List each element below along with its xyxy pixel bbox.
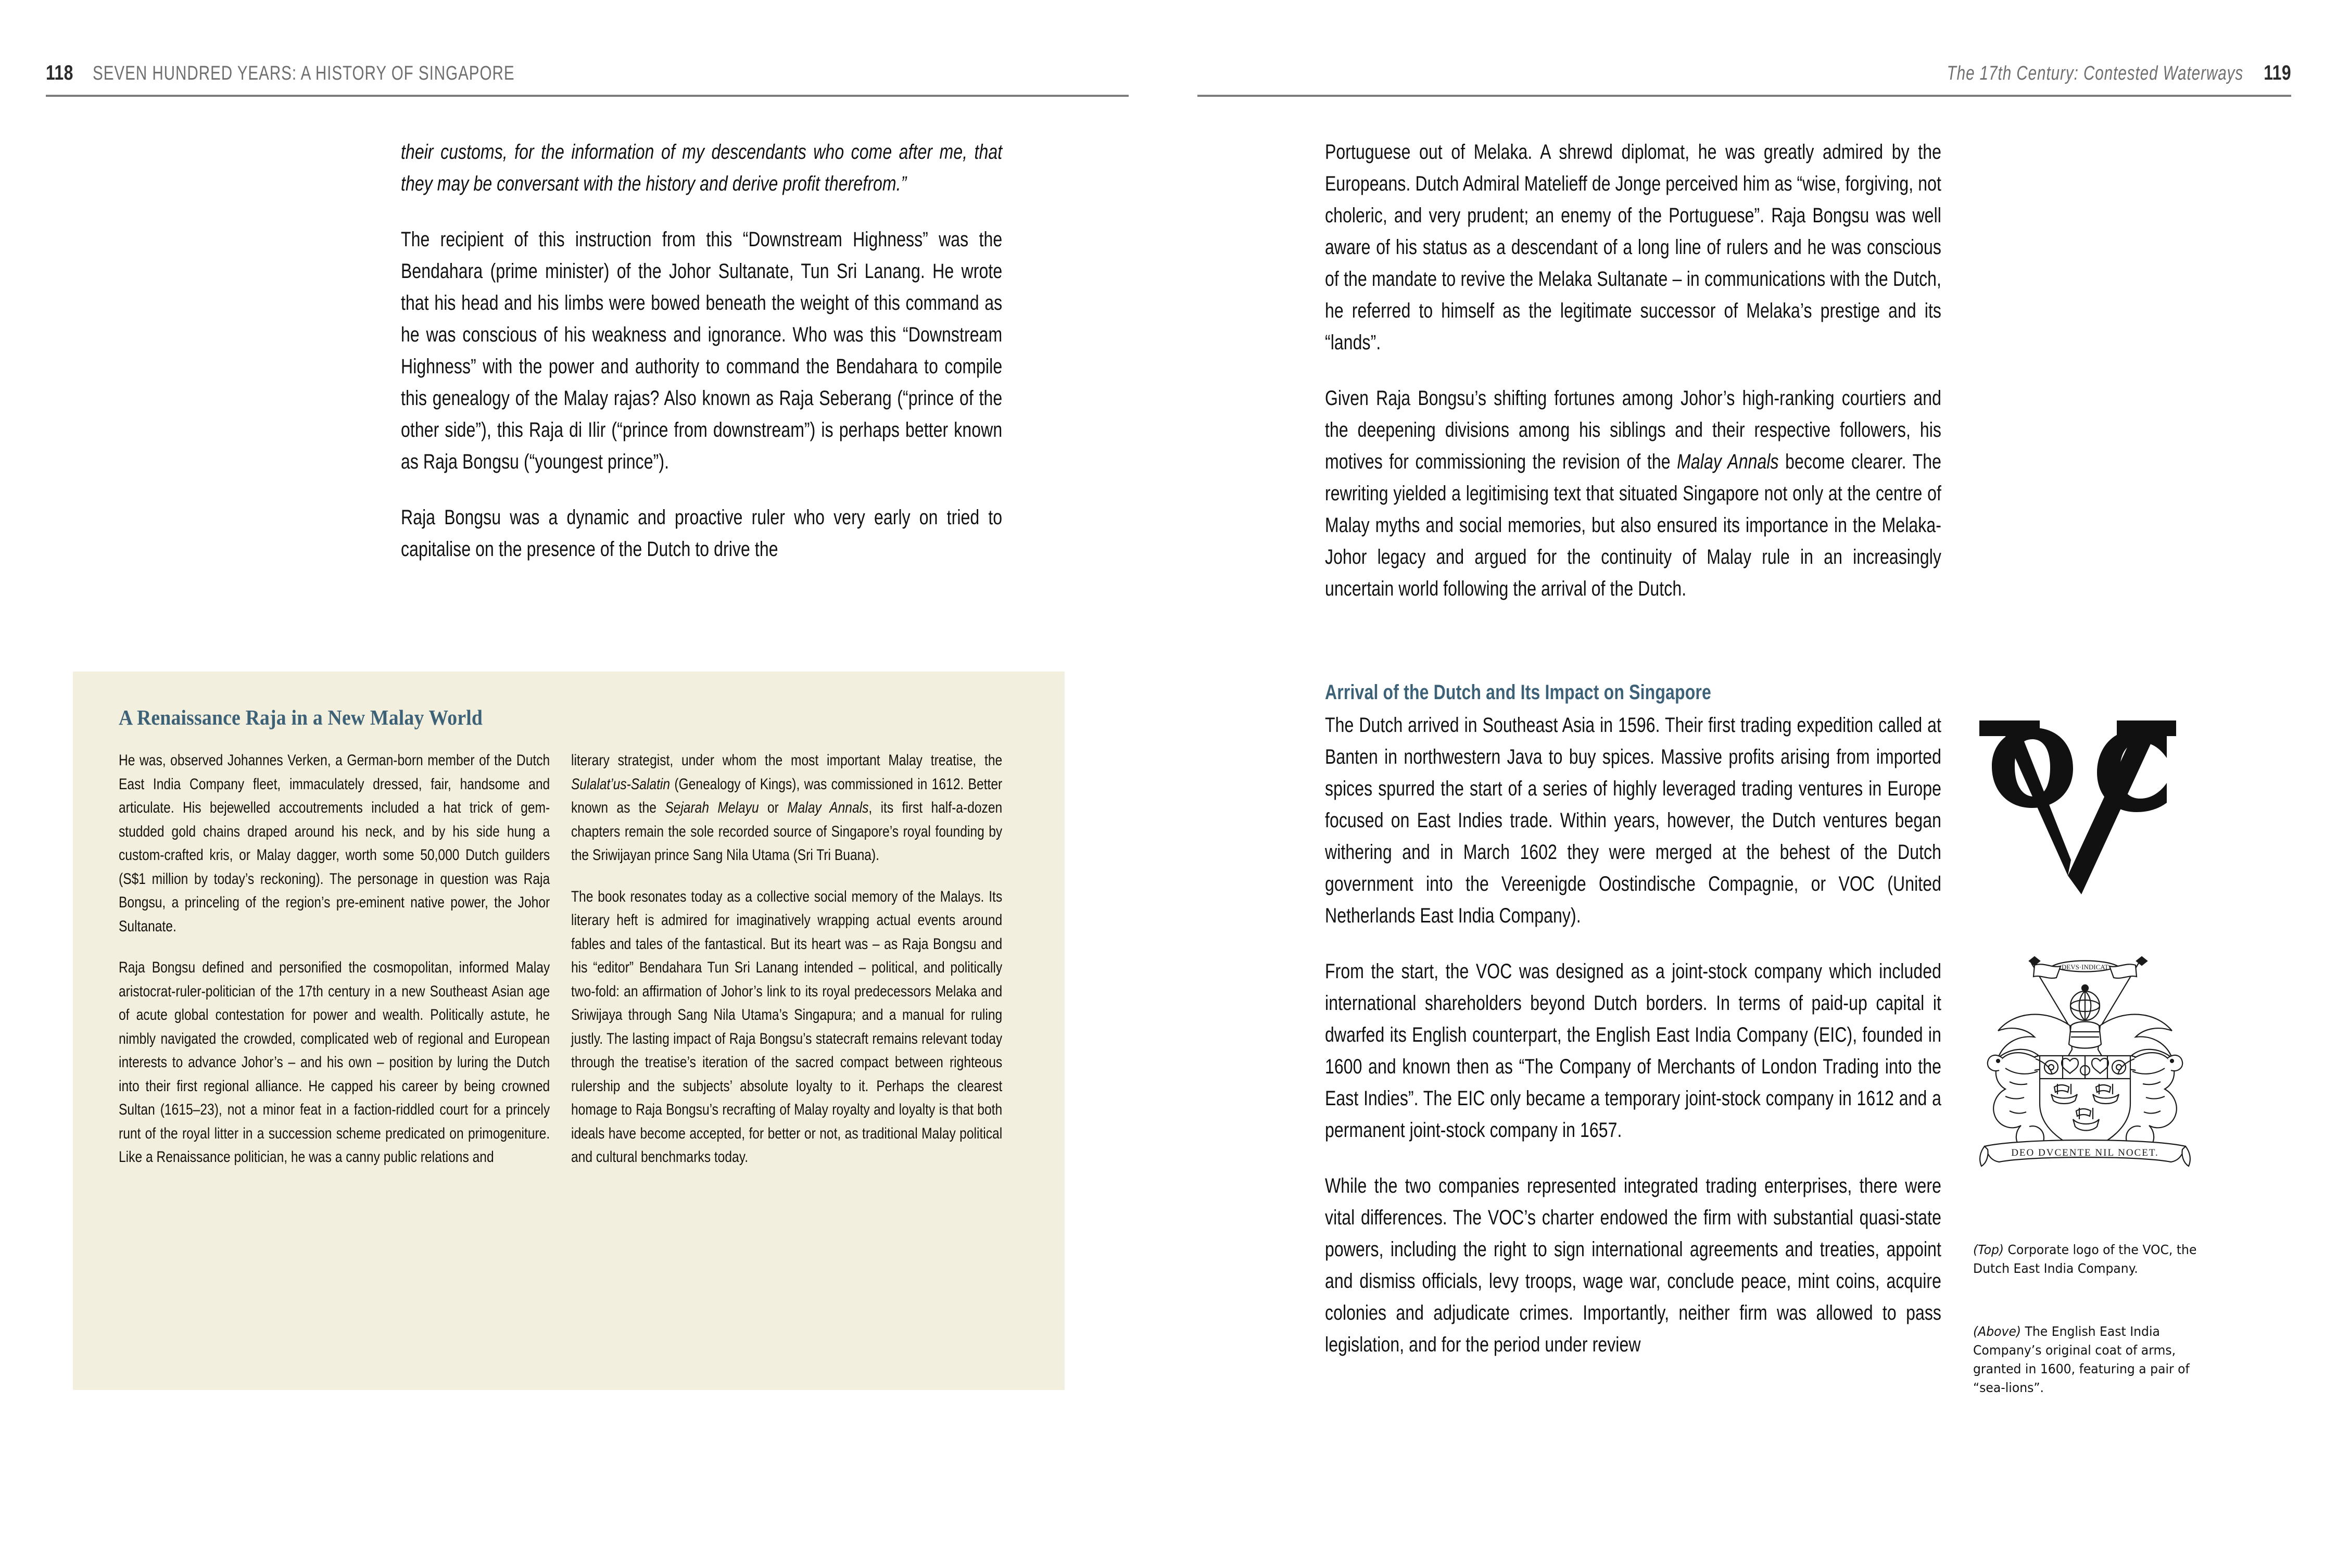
feature-paragraph: He was, observed Johannes Verken, a German-born member of the Dutch East India Company fleet, immaculately dressed, fair, handsome and articulate. His bejewelled accoutrements included a hat trick of gem-studded gold chains draped around his neck, and by his side hung a custom-crafted kris, or Malay dagger, worth some 50,000 Dutch guilders (S$1 million by today’s reckoning). The personage in question was Raja Bongsu, a princeling of the region’s pre-eminent native power, the Johor Sultanate. bbox=[119, 752, 550, 935]
title-malay-annals: Malay Annals bbox=[1677, 450, 1779, 473]
body-paragraph: The recipient of this instruction from this “Downstream Highness” was the Bendahara (prime minister) of the Johor Sultanate, Tun Sri Lanang. He wrote that his head and his limbs were bowed beneath the weight of this command as he was conscious of his weakness and ignorance. Who was this “Downstream Highness” with the power and authority to command the Bendahara to compile this genealogy of the Malay rajas? Also known as Raja Seberang (“prince of the other side”), this Raja di Ilir (“prince from downstream”) is perhaps better known as Raja Bongsu (“youngest prince”). bbox=[401, 228, 1003, 473]
caption-eic-arms bbox=[1973, 1322, 2218, 1397]
header-rule-right bbox=[1197, 95, 2291, 97]
right-page-text-column-lower bbox=[1325, 678, 1941, 1361]
caption-text-top: Corporate logo of the VOC, the Dutch East India Company. bbox=[1973, 1242, 2197, 1276]
feature-paragraph: literary strategist, under whom the most important Malay treatise, the Sulalat’us-Salatin (Genealogy of Kings), was commissioned in 1612. Better known as the Sejarah Melayu or Malay Annals, its first half-a-dozen chapters remain the sole recorded source of Singapore’s royal founding by the Sriwijayan prince Sang Nila Utama (Sri Tri Buana). bbox=[571, 752, 1003, 864]
header-rule-left bbox=[46, 95, 1129, 97]
running-title-right: The 17th Century: Contested Waterways bbox=[1947, 62, 2243, 84]
body-paragraph: Given Raja Bongsu’s shifting fortunes among Johor’s high-ranking courtiers and the deepening divisions among his siblings and their respective followers, his motives for commissioning the revision of the Malay Annals become clearer. The rewriting yielded a legitimising text that situated Singapore not only at the centre of Malay myths and social memories, but also ensured its importance in the Melaka-Johor legacy and argued for the continuity of Malay rule in an increasingly uncertain world following the arrival of the Dutch. bbox=[1325, 387, 1941, 600]
feature-box-title: A Renaissance Raja in a New Malay World bbox=[119, 705, 483, 729]
feature-paragraph: Raja Bongsu defined and personified the cosmopolitan, informed Malay aristocrat-ruler-politician of the 17th century in a new Southeast Asian age of acute global contestation for power and wealth. Politically astute, he nimbly navigated the crowded, complicated web of regional and European interests to advance Johor’s – and his own – position by luring the Dutch into their first regional alliance. He capped his career by being crowned Sultan (1615–23), not a minor feat in a faction-riddled court for a princely runt of the royal litter in a succession scheme predicated on primogeniture. Like a Renaissance politician, he was a canny public relations and bbox=[119, 959, 550, 1166]
caption-label-above: (Above) bbox=[1973, 1324, 2022, 1339]
title-sejarah-melayu: Sejarah Melayu bbox=[665, 799, 759, 816]
running-head-right bbox=[1863, 61, 2291, 94]
eic-coat-of-arms-figure bbox=[1973, 947, 2197, 1171]
folio-right: 119 bbox=[2264, 61, 2291, 84]
caption-text-above: The English East India Company’s original coat of arms, granted in 1600, featuring a pair of “sea-lions”. bbox=[1973, 1324, 2190, 1395]
motto-bottom-text: DEO DVCENTE NIL NOCET. bbox=[2011, 1147, 2159, 1158]
feature-box-column-right bbox=[571, 749, 1002, 1169]
voc-logo-figure bbox=[1961, 704, 2205, 922]
body-paragraph: Raja Bongsu was a dynamic and proactive ruler who very early on tried to capitalise on the presence of the Dutch to drive the bbox=[401, 506, 1003, 561]
eic-coat-of-arms-icon bbox=[1973, 947, 2197, 1171]
caption-voc-logo bbox=[1973, 1241, 2218, 1278]
body-paragraph: Portuguese out of Melaka. A shrewd diplomat, he was greatly admired by the Europeans. Dutch Admiral Matelieff de Jonge perceived him as “wise, forgiving, not choleric, and very prudent; an enemy of the Portuguese”. Raja Bongsu was well aware of his status as a descendant of a long line of rulers and he was conscious of the mandate to revive the Melaka Sultanate – in communications with the Dutch, he referred to himself as the legitimate successor of Melaka’s prestige and its “lands”. bbox=[1325, 141, 1941, 354]
motto-top-text: DEVS·INDICAT bbox=[2061, 963, 2109, 971]
feature-box-column-left bbox=[119, 749, 550, 1169]
left-page-text-column bbox=[401, 136, 1002, 565]
running-head-left bbox=[46, 61, 634, 94]
running-title-left: SEVEN HUNDRED YEARS: A HISTORY OF SINGAPORE bbox=[93, 62, 515, 84]
feature-paragraph: The book resonates today as a collective social memory of the Malays. Its literary heft is admired for imaginatively wrapping actual events around fables and tales of the fantastical. But its heart was – as Raja Bongsu and his “editor” Bendahara Tun Sri Lanang intended – political, and politically two-fold: an affirmation of Johor’s link to its royal predecessors Melaka and Sriwijaya through Sang Nila Utama’s Singapura; and a manual for ruling justly. The lasting impact of Raja Bongsu’s statecraft remains relevant today through the treatise’s iteration of the sacred compact between righteous rulership and the subjects’ absolute loyalty to it. Perhaps the clearest homage to Raja Bongsu’s recrafting of Malay royalty and loyalty is that both ideals have become accepted, for better or not, as traditional Malay political and cultural benchmarks today. bbox=[571, 888, 1003, 1166]
feature-sidebar-box bbox=[73, 672, 1065, 1390]
body-paragraph: While the two companies represented integrated trading enterprises, there were vital differences. The VOC’s charter endowed the firm with substantial quasi-state powers, including the right to sign international agreements and treaties, appoint and dismiss officials, levy troops, wage war, conclude peace, mint coins, acquire colonies and adjudicate crimes. Importantly, neither firm was allowed to pass legislation, and for the period under review bbox=[1325, 1174, 1941, 1356]
folio-left: 118 bbox=[46, 61, 73, 84]
title-sulalatus-salatin: Sulalat’us-Salatin bbox=[571, 775, 671, 793]
section-heading: Arrival of the Dutch and Its Impact on Singapore bbox=[1325, 681, 1711, 704]
title-malay-annals: Malay Annals bbox=[787, 799, 869, 816]
epigraph-paragraph: their customs, for the information of my descendants who come after me, that they may be conversant with the history and derive profit therefrom.” bbox=[401, 141, 1003, 195]
body-paragraph: The Dutch arrived in Southeast Asia in 1596. Their first trading expedition called at Banten in northwestern Java to buy spices. Massive profits arising from imported spices spurred the start of a series of highly leveraged trading ventures in Europe focused on East Indies trade. Within years, however, the Dutch ventures began withering and in March 1602 they were merged at the behest of the Dutch government into the Vereenigde Oostindische Compagnie, or VOC (United Netherlands East India Company). bbox=[1325, 714, 1941, 927]
caption-label-top: (Top) bbox=[1973, 1242, 2004, 1257]
right-page-text-column-upper bbox=[1325, 136, 1941, 605]
body-paragraph: From the start, the VOC was designed as a joint-stock company which included international shareholders beyond Dutch borders. In terms of paid-up capital it dwarfed its English counterpart, the English East India Company (EIC), founded in 1600 and known then as “The Company of Merchants of London Trading into the East Indies”. The EIC only became a temporary joint-stock company in 1612 and a permanent joint-stock company in 1657. bbox=[1325, 960, 1941, 1142]
voc-monogram-icon bbox=[1961, 704, 2205, 922]
